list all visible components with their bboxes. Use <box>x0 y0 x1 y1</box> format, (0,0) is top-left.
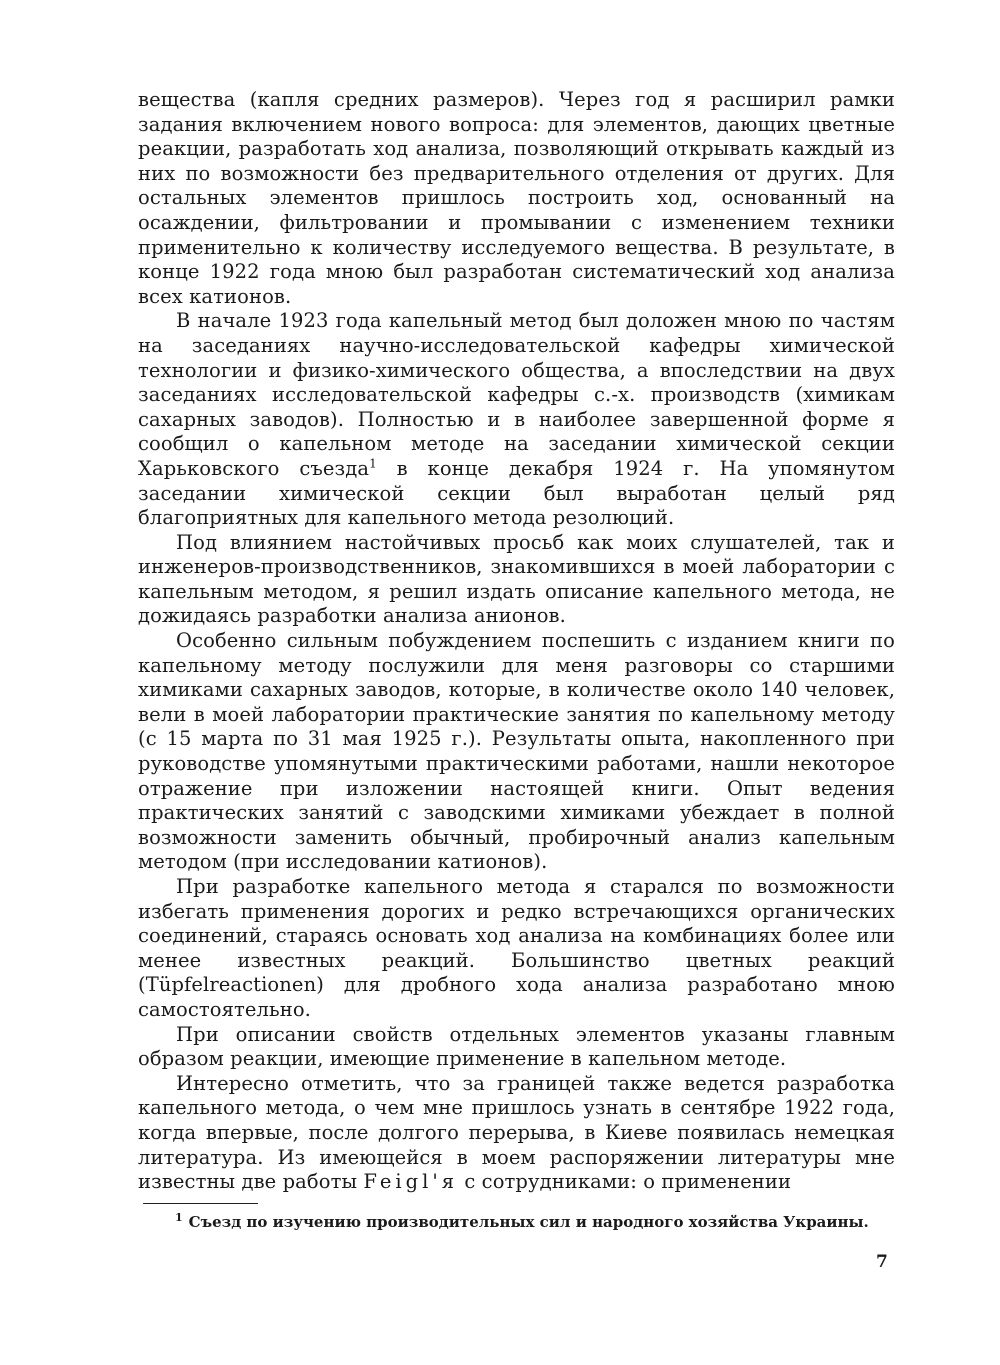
paragraph-7-tail: с сотрудниками: о применении <box>464 1170 792 1194</box>
paragraph-6: При описании свойств отдельных элементов указаны главным образом реакции, имеющие применение в капельном методе. <box>138 1022 895 1071</box>
paragraph-2-text: В начале 1923 года капельный метод был доложен мною по частям на заседаниях научно-исследовательской кафедры химической технологии и физико-химического общества, а впоследствии на двух заседаниях исследовательской кафедры с.-х. производств (химикам сахарных заводов). Полностью и в наиболее завершенной форме я сообщил о капельном методе на заседании химической секции Харьковского съезда <box>138 309 895 480</box>
main-text <box>138 88 895 1195</box>
footnote-text: Съезд по изучению производительных сил и народного хозяйства Украины. <box>188 1213 869 1231</box>
paragraph-2 <box>138 309 895 530</box>
paragraph-5: При разработке капельного метода я старался по возможности избегать применения дорогих и редко встречающихся органических соединений, стараясь основать ход анализа на комбинациях более или менее известных реакций. Большинство цветных реакций (Tüpfelreactionen) для дробного хода анализа разработано мною самостоятельно. <box>138 875 895 1021</box>
paragraph-3: Под влиянием настойчивых просьб как моих слушателей, так и инженеров-производственников, знакомившихся в моей лаборатории с капельным методом, я решил издать описание капельного метода, не дожидаясь разработки анализа анионов. <box>138 530 895 628</box>
footnote-divider <box>143 1203 258 1204</box>
paragraph-7-text: Интересно отметить, что за границей также ведется разработка капельного метода, о чем мне пришлось узнать в сентябре 1922 года, когда впервые, после долгого перерыва, в Киеве появилась немецкая литература. Из имеющейся в моем распоряжении литературы мне известны две работы <box>138 1071 895 1194</box>
page-number: 7 <box>876 1252 888 1272</box>
paragraph-7 <box>138 1072 895 1195</box>
footnote-ref: 1 <box>369 456 377 471</box>
author-name-feigl: Feigl'я <box>363 1170 459 1194</box>
footnote <box>175 1212 895 1232</box>
paragraph-4: Особенно сильным побуждением поспешить с изданием книги по капельному методу послужили для меня разговоры со старшими химиками сахарных заводов, которые, в количестве около 140 человек, вели в моей лаборатории практические занятия по капельному методу (с 15 марта по 31 мая 1925 г.). Результаты опыта, накопленного при руководстве упомянутыми практическими работами, нашли некоторое отражение при изложении настоящей книги. Опыт ведения практических занятий с заводскими химиками убеждает в полной возможности заменить обычный, пробирочный анализ капельным методом (при исследовании катионов). <box>138 629 895 874</box>
paragraph-1: вещества (капля средних размеров). Через год я расширил рамки задания включением нового вопроса: для элементов, дающих цветные реакции, разработать ход анализа, позволяющий открывать каждый из них по возможности без предварительного отделения от других. Для остальных элементов пришлось построить ход, основанный на осаждении, фильтровании и промывании с изменением техники применительно к количеству исследуемого вещества. В результате, в конце 1922 года мною был разработан систематический ход анализа всех катионов. <box>138 88 895 308</box>
paragraph-2-tail: в конце декабря 1924 г. На упомянутом заседании химической секции был выработан целый ряд благоприятных для капельного метода резолюций. <box>138 456 895 530</box>
footnote-marker: 1 <box>175 1211 183 1224</box>
page-body <box>138 88 895 1195</box>
